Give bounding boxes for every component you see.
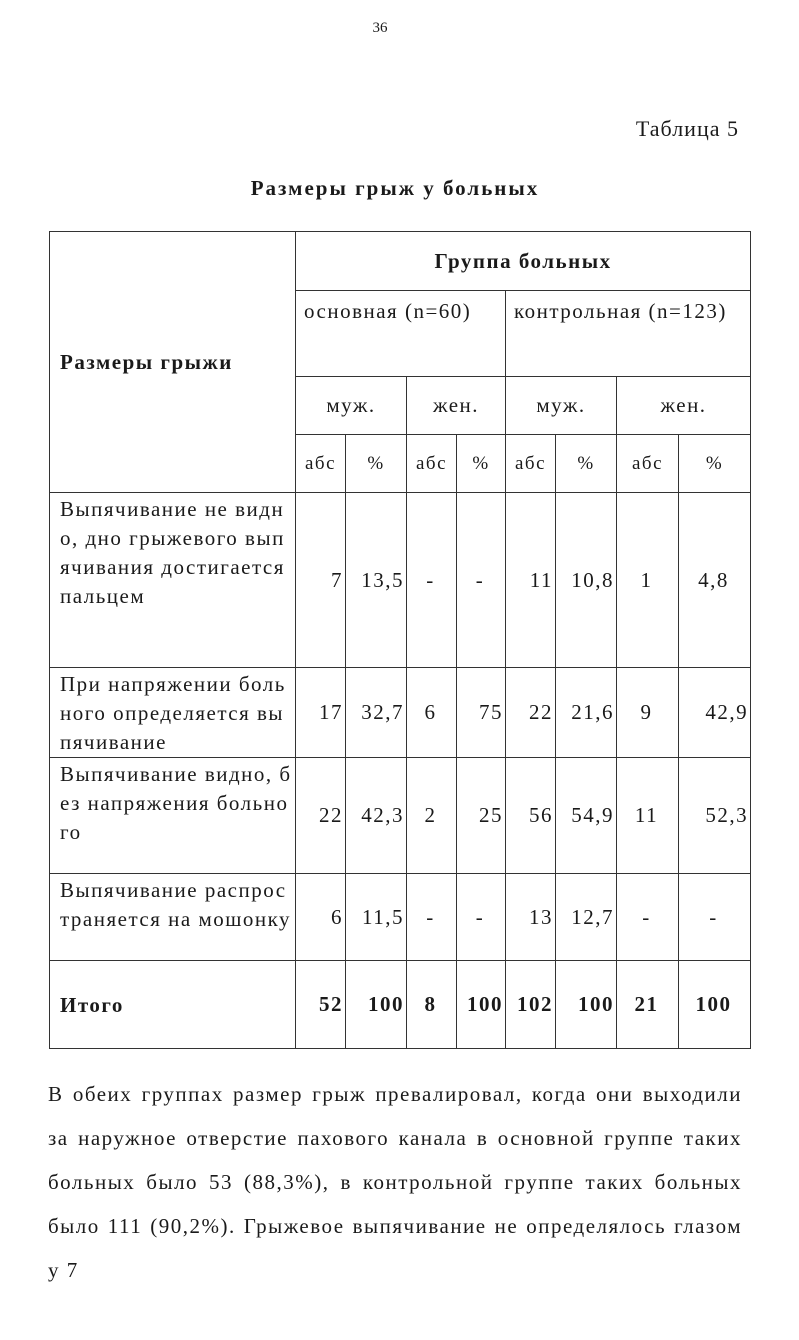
table-cell: 6	[296, 874, 346, 961]
table-cell: 54,9	[556, 758, 617, 874]
table-cell: 52	[296, 961, 346, 1049]
sex-header: муж.	[506, 377, 617, 435]
table-cell: 7	[296, 493, 346, 668]
table-cell: 10,8	[556, 493, 617, 668]
sex-header: жен.	[617, 377, 751, 435]
table-cell: 9	[617, 668, 679, 758]
table-label: Таблица 5	[635, 116, 739, 141]
table-cell: 42,3	[346, 758, 407, 874]
table-cell: 21	[617, 961, 679, 1049]
table-cell: 4,8	[679, 493, 751, 668]
table-cell: 11,5	[346, 874, 407, 961]
unit-header: %	[457, 435, 506, 493]
unit-header: %	[346, 435, 407, 493]
table-cell: 22	[296, 758, 346, 874]
row-label: Выпячивание видно, без напряжения больного	[50, 758, 296, 874]
row-header: Размеры грыжи	[50, 232, 296, 493]
table-cell: 8	[407, 961, 457, 1049]
table-cell: 42,9	[679, 668, 751, 758]
total-label: Итого	[50, 961, 296, 1049]
table-cell: 13	[506, 874, 556, 961]
unit-header: %	[679, 435, 751, 493]
table-cell: -	[457, 874, 506, 961]
row-label: Выпячивание не видно, дно грыжевого выпячивания достигается пальцем	[50, 493, 296, 668]
table-cell: 12,7	[556, 874, 617, 961]
unit-header: абс	[617, 435, 679, 493]
subgroup-control: контрольная (n=123)	[506, 291, 751, 377]
sex-header: жен.	[407, 377, 506, 435]
table-row	[50, 668, 751, 758]
table-cell: -	[679, 874, 751, 961]
row-label: При напряжении больного определяется выпячивание	[50, 668, 296, 758]
table-cell: 17	[296, 668, 346, 758]
table-cell: 100	[679, 961, 751, 1049]
subgroup-main: основная (n=60)	[296, 291, 506, 377]
table-cell: 100	[346, 961, 407, 1049]
table-row	[50, 874, 751, 961]
unit-header: абс	[407, 435, 457, 493]
total-row	[50, 961, 751, 1049]
table-cell: -	[407, 874, 457, 961]
table-cell: 52,3	[679, 758, 751, 874]
unit-header: абс	[506, 435, 556, 493]
table-row	[50, 758, 751, 874]
table-cell: 100	[556, 961, 617, 1049]
unit-header: абс	[296, 435, 346, 493]
sex-header: муж.	[296, 377, 407, 435]
table-row	[50, 493, 751, 668]
table-cell: 25	[457, 758, 506, 874]
table-cell: 6	[407, 668, 457, 758]
table-cell: 1	[617, 493, 679, 668]
table-cell: -	[617, 874, 679, 961]
table-title: Размеры грыж у больных	[250, 176, 540, 200]
group-header: Группа больных	[296, 232, 751, 291]
table-cell: -	[457, 493, 506, 668]
table-cell: 11	[506, 493, 556, 668]
table-cell: 22	[506, 668, 556, 758]
table-cell: -	[407, 493, 457, 668]
table-cell: 102	[506, 961, 556, 1049]
row-label: Выпячивание распространяется на мошонку	[50, 874, 296, 961]
page-number: 36	[372, 20, 388, 36]
table-cell: 56	[506, 758, 556, 874]
body-paragraph: В обеих группах размер грыж превалировал, когда они выходили за наружное отверстие пахового канала в основной группе таких больных было 53 (88,3%), в контрольной группе таких больных было 111 (90,2%). Грыжевое выпячивание не определялось глазом у 7	[48, 1082, 742, 1282]
table-cell: 32,7	[346, 668, 407, 758]
table-cell: 2	[407, 758, 457, 874]
table-cell: 11	[617, 758, 679, 874]
table-cell: 13,5	[346, 493, 407, 668]
unit-header: %	[556, 435, 617, 493]
table-cell: 75	[457, 668, 506, 758]
hernia-size-table	[49, 231, 751, 1049]
table-cell: 21,6	[556, 668, 617, 758]
table-cell: 100	[457, 961, 506, 1049]
